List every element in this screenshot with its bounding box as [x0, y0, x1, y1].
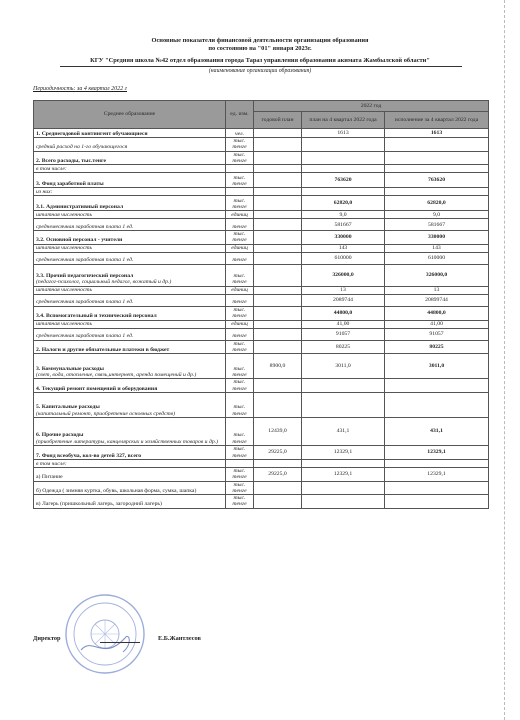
row-fact: [385, 392, 489, 417]
row-unit: тенге: [226, 252, 254, 264]
row-annual: [254, 294, 302, 306]
row-label: [34, 354, 226, 379]
row-unit: тыс. тенге: [226, 306, 254, 320]
row-label-text: 3.4. Вспомогательный и технический персонал: [36, 313, 157, 320]
table-row: [34, 129, 489, 138]
row-plan: [302, 138, 385, 152]
doc-title: Основные показатели финансовой деятельности организации образования: [151, 37, 369, 44]
row-fact: 13: [385, 286, 489, 294]
table-row: [34, 320, 489, 328]
row-label-text: штатная численность: [36, 321, 93, 328]
row-fact: 12329,1: [385, 467, 489, 481]
row-label-text: среднемесячная заработная плата 1 ед.: [36, 333, 134, 340]
row-label: [34, 219, 226, 231]
row-label-text: 5. Капитальные расходы: [36, 404, 100, 411]
row-fact: [385, 495, 489, 509]
row-plan: 44800,0: [302, 306, 385, 320]
table-row: [34, 252, 489, 264]
row-label-text: 1. Среднегодовой контингент обучающиеся: [36, 130, 148, 137]
row-unit: тыс. тенге: [226, 231, 254, 245]
row-unit: тыс. тенге: [226, 354, 254, 379]
row-label: [34, 165, 226, 173]
row-annual: [254, 165, 302, 173]
row-label-text: 3.1. Административный персонал: [36, 203, 124, 210]
table-row: [34, 165, 489, 173]
row-sublabel: (капитальный ремонт, приобретение основных средств): [36, 410, 176, 417]
row-annual: [254, 252, 302, 264]
row-label: [34, 467, 226, 481]
row-label: [34, 294, 226, 306]
row-label-text: среднемесячная заработная плата 1 ед.: [36, 257, 134, 264]
row-unit: [226, 165, 254, 173]
row-plan: [302, 188, 385, 196]
row-annual: [254, 211, 302, 219]
row-label-text: б) Одежда ( зимняя куртка, обувь, школьная форма, сумка, шапка): [36, 487, 197, 494]
row-annual: [254, 286, 302, 294]
row-label: [34, 320, 226, 328]
row-plan: [302, 165, 385, 173]
row-label-text: 4. Текущий ремонт помещений и оборудования: [36, 385, 158, 392]
row-label: [34, 173, 226, 188]
row-unit: тыс. тенге: [226, 467, 254, 481]
row-unit: тыс. тенге: [226, 138, 254, 152]
row-sublabel: (педагог-психолог, социальный педагог, вожатый и др.): [36, 279, 172, 286]
table-row: [34, 392, 489, 417]
row-unit: тыс. тенге: [226, 392, 254, 417]
row-plan: 610000: [302, 252, 385, 264]
row-label-text: 6. Прочие расходы: [36, 432, 84, 439]
row-fact: [385, 481, 489, 495]
row-plan: 9,0: [302, 211, 385, 219]
row-label-text: 3. Коммунальные расходы: [36, 365, 104, 372]
row-annual: 8900,0: [254, 354, 302, 379]
row-unit: [226, 188, 254, 196]
table-row: [34, 173, 489, 188]
row-unit: единиц: [226, 211, 254, 219]
row-annual: [254, 459, 302, 467]
row-fact: [385, 459, 489, 467]
row-plan: 1613: [302, 129, 385, 138]
row-label-text: в том числе:: [36, 460, 67, 467]
table-row: [34, 340, 489, 354]
col-header-indicator: Среднее образование: [34, 101, 226, 129]
org-caption: (наименование организации образования): [208, 68, 312, 74]
row-annual: [254, 328, 302, 340]
row-plan: 80225: [302, 340, 385, 354]
row-annual: 29225,0: [254, 467, 302, 481]
row-label: [34, 196, 226, 211]
signature-title: Директор: [33, 635, 61, 642]
table-row: [34, 379, 489, 393]
row-annual: [254, 138, 302, 152]
row-plan: [302, 459, 385, 467]
row-annual: [254, 173, 302, 188]
row-label-text: штатная численность: [36, 287, 93, 294]
row-annual: 29225,0: [254, 445, 302, 459]
row-fact: 143: [385, 244, 489, 252]
row-unit: тыс. тенге: [226, 481, 254, 495]
row-label-text: а) Питание: [36, 474, 63, 481]
table-row: [34, 467, 489, 481]
table-row: [34, 459, 489, 467]
row-fact: 9,0: [385, 211, 489, 219]
row-label: [34, 252, 226, 264]
row-unit: единиц: [226, 320, 254, 328]
row-fact: 581667: [385, 219, 489, 231]
row-plan: [302, 392, 385, 417]
row-plan: 12329,1: [302, 467, 385, 481]
row-unit: тыс. тенге: [226, 151, 254, 165]
signature-line: [100, 635, 140, 643]
row-unit: тенге: [226, 328, 254, 340]
period-line: Периодичность: за 4 квартал 2022 г: [33, 86, 128, 92]
row-label: [34, 417, 226, 445]
row-label-text: 3.2. Основной персонал - учители: [36, 237, 123, 244]
row-fact: 62820,0: [385, 196, 489, 211]
row-label-text: среднемесячная заработная плата 1 ед.: [36, 223, 134, 230]
row-label-text: среднемесячная заработная плата 1 ед.: [36, 299, 134, 306]
table-row: [34, 264, 489, 286]
row-plan: [302, 495, 385, 509]
row-label: [34, 129, 226, 138]
row-annual: [254, 379, 302, 393]
row-fact: 763620: [385, 173, 489, 188]
row-fact: [385, 379, 489, 393]
row-plan: 581667: [302, 219, 385, 231]
row-fact: 12329,1: [385, 445, 489, 459]
row-fact: [385, 151, 489, 165]
row-label: [34, 392, 226, 417]
row-label-text: 2. Налоги и другие обязательные платежи в бюджет: [36, 347, 170, 354]
row-label: [34, 495, 226, 509]
row-annual: [254, 231, 302, 245]
row-plan: [302, 481, 385, 495]
row-label-text: в) Лагерь (пришкольный лагерь, загородний лагерь): [36, 501, 162, 508]
row-fact: 3011,0: [385, 354, 489, 379]
table-row: [34, 417, 489, 445]
signature-name: Е.Б.Жантлесов: [158, 635, 201, 642]
row-unit: тенге: [226, 294, 254, 306]
col-header-plan: план на 4 квартал 2022 года: [302, 112, 385, 129]
row-label: [34, 231, 226, 245]
row-fact: 44800,0: [385, 306, 489, 320]
row-fact: [385, 188, 489, 196]
row-plan: 62820,0: [302, 196, 385, 211]
row-label: [34, 286, 226, 294]
row-unit: тыс. тенге: [226, 417, 254, 445]
row-label-text: 7. Фонд всеобуча, кол-во детей 327, всего: [36, 452, 142, 459]
row-fact: 41,00: [385, 320, 489, 328]
row-fact: [385, 138, 489, 152]
row-label-text: 2. Всего расходы, тыс.тенге: [36, 157, 107, 164]
row-plan: 431,1: [302, 417, 385, 445]
row-label: [34, 306, 226, 320]
row-fact: [385, 165, 489, 173]
doc-date: по состоянию на "01" января 2023г.: [208, 45, 312, 52]
table-row: [34, 231, 489, 245]
table-row: [34, 244, 489, 252]
row-label-text: 3.3. Прочий педагогический персонал: [36, 273, 134, 280]
row-label-text: штатная численность: [36, 211, 93, 218]
row-annual: [254, 264, 302, 286]
official-seal: [63, 592, 147, 676]
row-fact: 330000: [385, 231, 489, 245]
row-annual: [254, 340, 302, 354]
table-row: [34, 196, 489, 211]
row-unit: единиц: [226, 286, 254, 294]
table-row: [34, 219, 489, 231]
row-label: [34, 264, 226, 286]
org-name: КГУ "Средняя школа №42 отдел образования города Тараз управления образования акимата Жамбылской области": [90, 57, 430, 64]
table-row: [34, 445, 489, 459]
row-unit: тенге: [226, 219, 254, 231]
row-unit: тыс. тенге: [226, 379, 254, 393]
fold-line: [504, 0, 505, 720]
row-sublabel: (свет, вода, отопление, связь,интернет, аренда помещений и др.): [36, 372, 197, 379]
row-annual: [254, 320, 302, 328]
row-annual: 12439,0: [254, 417, 302, 445]
row-label-text: из них:: [36, 188, 53, 195]
row-annual: [254, 129, 302, 138]
row-annual: [254, 151, 302, 165]
table-row: [34, 294, 489, 306]
row-annual: [254, 244, 302, 252]
row-fact: 80225: [385, 340, 489, 354]
financial-table: [33, 100, 489, 509]
row-label: [34, 481, 226, 495]
row-label-text: средний расход на 1-го обучающегося: [36, 144, 128, 151]
table-row: [34, 151, 489, 165]
row-label-text: штатная численность: [36, 245, 93, 252]
col-header-fact: исполнение за 4 квартал 2022 года: [385, 112, 489, 129]
row-label: [34, 328, 226, 340]
col-header-annual: годовой план: [254, 112, 302, 129]
row-annual: [254, 392, 302, 417]
row-label: [34, 340, 226, 354]
row-fact: 431,1: [385, 417, 489, 445]
row-unit: тыс. тенге: [226, 445, 254, 459]
row-annual: [254, 219, 302, 231]
row-unit: чел.: [226, 129, 254, 138]
table-row: [34, 138, 489, 152]
row-label: [34, 379, 226, 393]
table-row: [34, 328, 489, 340]
row-plan: 91057: [302, 328, 385, 340]
table-row: [34, 495, 489, 509]
row-label: [34, 211, 226, 219]
row-label-text: в том числе:: [36, 165, 67, 172]
row-fact: 91057: [385, 328, 489, 340]
row-annual: [254, 481, 302, 495]
row-sublabel: (приобретение литературы, канцелярских и хозяйственных товаров и др.): [36, 438, 218, 445]
row-plan: 763620: [302, 173, 385, 188]
row-plan: 13: [302, 286, 385, 294]
row-plan: 330000: [302, 231, 385, 245]
row-unit: тыс. тенге: [226, 495, 254, 509]
row-plan: 2089744: [302, 294, 385, 306]
table-row: [34, 211, 489, 219]
row-plan: [302, 151, 385, 165]
table-row: [34, 286, 489, 294]
row-label: [34, 151, 226, 165]
row-label: [34, 138, 226, 152]
table-row: [34, 188, 489, 196]
row-unit: тыс. тенге: [226, 264, 254, 286]
row-label: [34, 445, 226, 459]
row-fact: 1613: [385, 129, 489, 138]
row-plan: 326000,0: [302, 264, 385, 286]
row-annual: [254, 495, 302, 509]
row-fact: 20899744: [385, 294, 489, 306]
row-fact: 326000,0: [385, 264, 489, 286]
col-header-year: 2022 год: [254, 101, 489, 112]
row-label: [34, 459, 226, 467]
table-row: [34, 306, 489, 320]
row-unit: тыс. тенге: [226, 340, 254, 354]
row-annual: [254, 188, 302, 196]
row-annual: [254, 196, 302, 211]
row-unit: тыс. тенге: [226, 196, 254, 211]
row-unit: [226, 459, 254, 467]
row-fact: 610000: [385, 252, 489, 264]
row-plan: 12329,1: [302, 445, 385, 459]
row-unit: единиц: [226, 244, 254, 252]
row-plan: [302, 379, 385, 393]
table-row: [34, 354, 489, 379]
row-label: [34, 188, 226, 196]
row-plan: 3011,0: [302, 354, 385, 379]
table-row: [34, 481, 489, 495]
row-unit: тыс. тенге: [226, 173, 254, 188]
col-header-unit: ед. изм.: [226, 101, 254, 129]
row-label: [34, 244, 226, 252]
row-plan: 143: [302, 244, 385, 252]
row-label-text: 3. Фонд заработной платы: [36, 180, 104, 187]
row-annual: [254, 306, 302, 320]
row-plan: 41,00: [302, 320, 385, 328]
